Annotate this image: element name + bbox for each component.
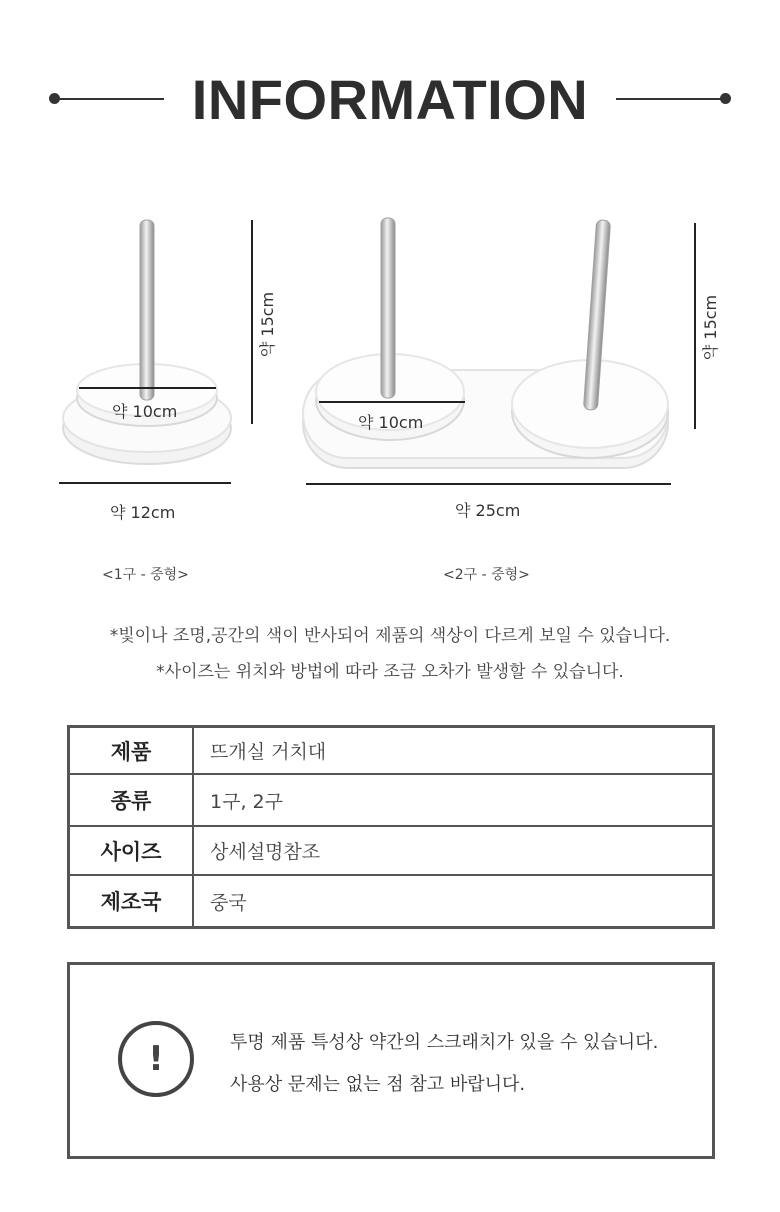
p2-base-width-label: 약 25cm	[455, 501, 521, 520]
spec-value: 1구, 2구	[210, 790, 283, 813]
p1-top-width-line	[79, 387, 216, 389]
p2-top-width-label: 약 10cm	[358, 413, 424, 432]
p1-caption: <1구 - 중형>	[102, 567, 189, 583]
single-stand-image	[63, 220, 231, 464]
spec-row-product	[70, 728, 712, 775]
p2-top-width-line	[319, 401, 465, 403]
spec-value: 중국	[210, 891, 247, 914]
header-line-right	[616, 98, 725, 100]
notice-color: *빛이나 조명,공간의 색이 반사되어 제품의 색상이 다르게 보일 수 있습니다.	[109, 626, 671, 646]
caution-line-2: 사용상 문제는 없는 점 참고 바랍니다.	[230, 1074, 526, 1095]
product-illustration	[0, 200, 780, 490]
spec-table	[67, 725, 715, 929]
p1-height-label: 약 15cm	[258, 291, 278, 358]
p2-caption: <2구 - 중형>	[443, 567, 530, 583]
spec-label: 제품	[70, 728, 194, 773]
spec-value: 상세설명참조	[210, 841, 321, 863]
p1-base-width-label: 약 12cm	[110, 503, 176, 522]
p1-base-width-line	[59, 482, 231, 484]
p2-height-label: 약 15cm	[701, 294, 721, 361]
spec-label: 사이즈	[70, 827, 194, 874]
spec-label: 제조국	[70, 876, 194, 926]
exclamation-icon: !	[118, 1021, 194, 1097]
p2-base-width-line	[306, 483, 671, 485]
notice-size: *사이즈는 위치와 방법에 따라 조금 오차가 발생할 수 있습니다.	[156, 662, 624, 682]
p1-top-width-label: 약 10cm	[112, 402, 178, 421]
spec-row-size	[70, 827, 712, 876]
page-title: INFORMATION	[191, 68, 589, 131]
header-dot-right	[720, 93, 731, 104]
p1-height-line	[251, 220, 253, 424]
spec-row-origin	[70, 876, 712, 926]
spec-value: 뜨개실 거치대	[210, 741, 327, 763]
spec-label: 종류	[70, 775, 194, 825]
caution-line-1: 투명 제품 특성상 약간의 스크래치가 있을 수 있습니다.	[230, 1032, 659, 1053]
p2-height-line	[694, 223, 696, 429]
spec-row-type	[70, 775, 712, 827]
